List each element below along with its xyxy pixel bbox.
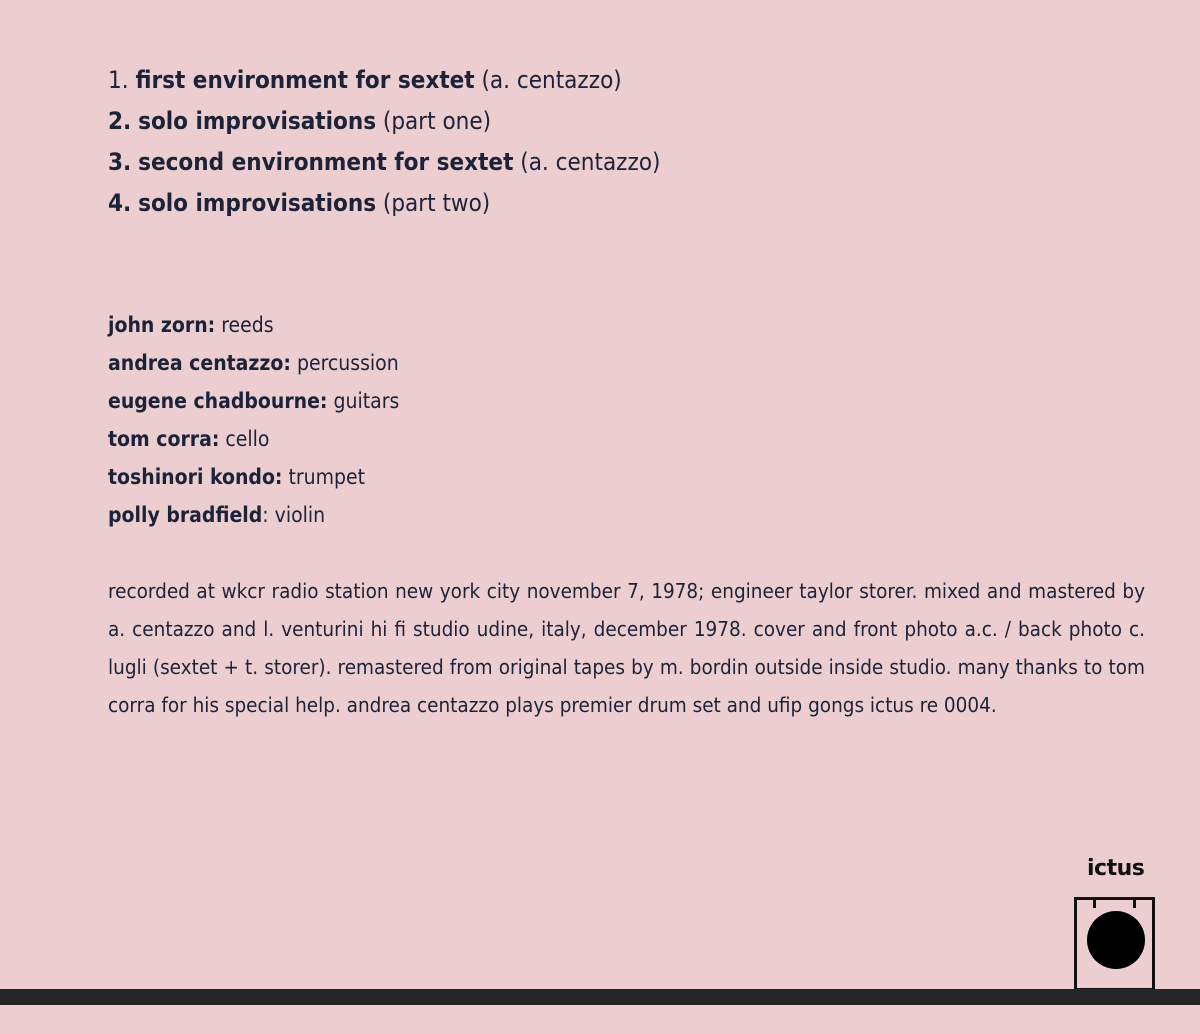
bottom-bar — [0, 989, 1200, 1005]
musician-instrument: violin — [274, 503, 326, 527]
tracklist — [108, 60, 660, 224]
credits-paragraph: recorded at wkcr radio station new york city november 7, 1978; engineer taylor storer. mixed and mastered by a. centazzo and l. venturini hi fi studio udine, italy, december 1978. cover and front photo a.c. / back photo c. lugli (sextet + t. storer). remastered from original tapes by m. bordin outside inside studio. many thanks to tom corra for his special help. andrea centazzo plays premier drum set and ufip gongs ictus re 0004. — [108, 579, 1145, 717]
logo-disc — [1087, 911, 1145, 969]
musician-name: john zorn: — [108, 313, 216, 337]
track-note: (part one) — [382, 107, 492, 135]
track-item — [108, 183, 660, 224]
track-title: first environment for sextet — [135, 66, 475, 94]
name-separator: : — [262, 503, 269, 527]
logo-tick-right — [1133, 897, 1136, 908]
musician-name: toshinori kondo: — [108, 465, 283, 489]
musician-instrument: reeds — [221, 313, 274, 337]
personnel-item — [108, 458, 399, 496]
musician-instrument: guitars — [333, 389, 400, 413]
track-number: 1. — [108, 66, 129, 94]
track-item — [108, 142, 660, 183]
personnel-item — [108, 382, 399, 420]
personnel-item — [108, 496, 399, 534]
personnel-item — [108, 306, 399, 344]
track-number: 3. — [108, 148, 132, 176]
musician-name: polly bradfield — [108, 503, 263, 527]
track-note: (a. centazzo) — [520, 148, 661, 176]
track-note: (a. centazzo) — [481, 66, 622, 94]
musician-name: tom corra: — [108, 427, 220, 451]
musician-instrument: cello — [225, 427, 270, 451]
track-number: 2. — [108, 107, 132, 135]
logo-tick-left — [1093, 897, 1096, 908]
track-title: solo improvisations — [138, 107, 377, 135]
personnel-item — [108, 344, 399, 382]
track-note: (part two) — [382, 189, 491, 217]
track-item — [108, 101, 660, 142]
musician-name: andrea centazzo: — [108, 351, 291, 375]
track-title: second environment for sextet — [138, 148, 514, 176]
track-title: solo improvisations — [138, 189, 377, 217]
label-logo-text: ictus — [1087, 856, 1145, 881]
personnel-item — [108, 420, 399, 458]
track-item — [108, 60, 660, 101]
track-number: 4. — [108, 189, 132, 217]
ictus-logo-icon — [1074, 897, 1155, 991]
musician-instrument: percussion — [296, 351, 399, 375]
musician-instrument: trumpet — [288, 465, 366, 489]
musician-name: eugene chadbourne: — [108, 389, 328, 413]
personnel-list — [108, 306, 399, 534]
